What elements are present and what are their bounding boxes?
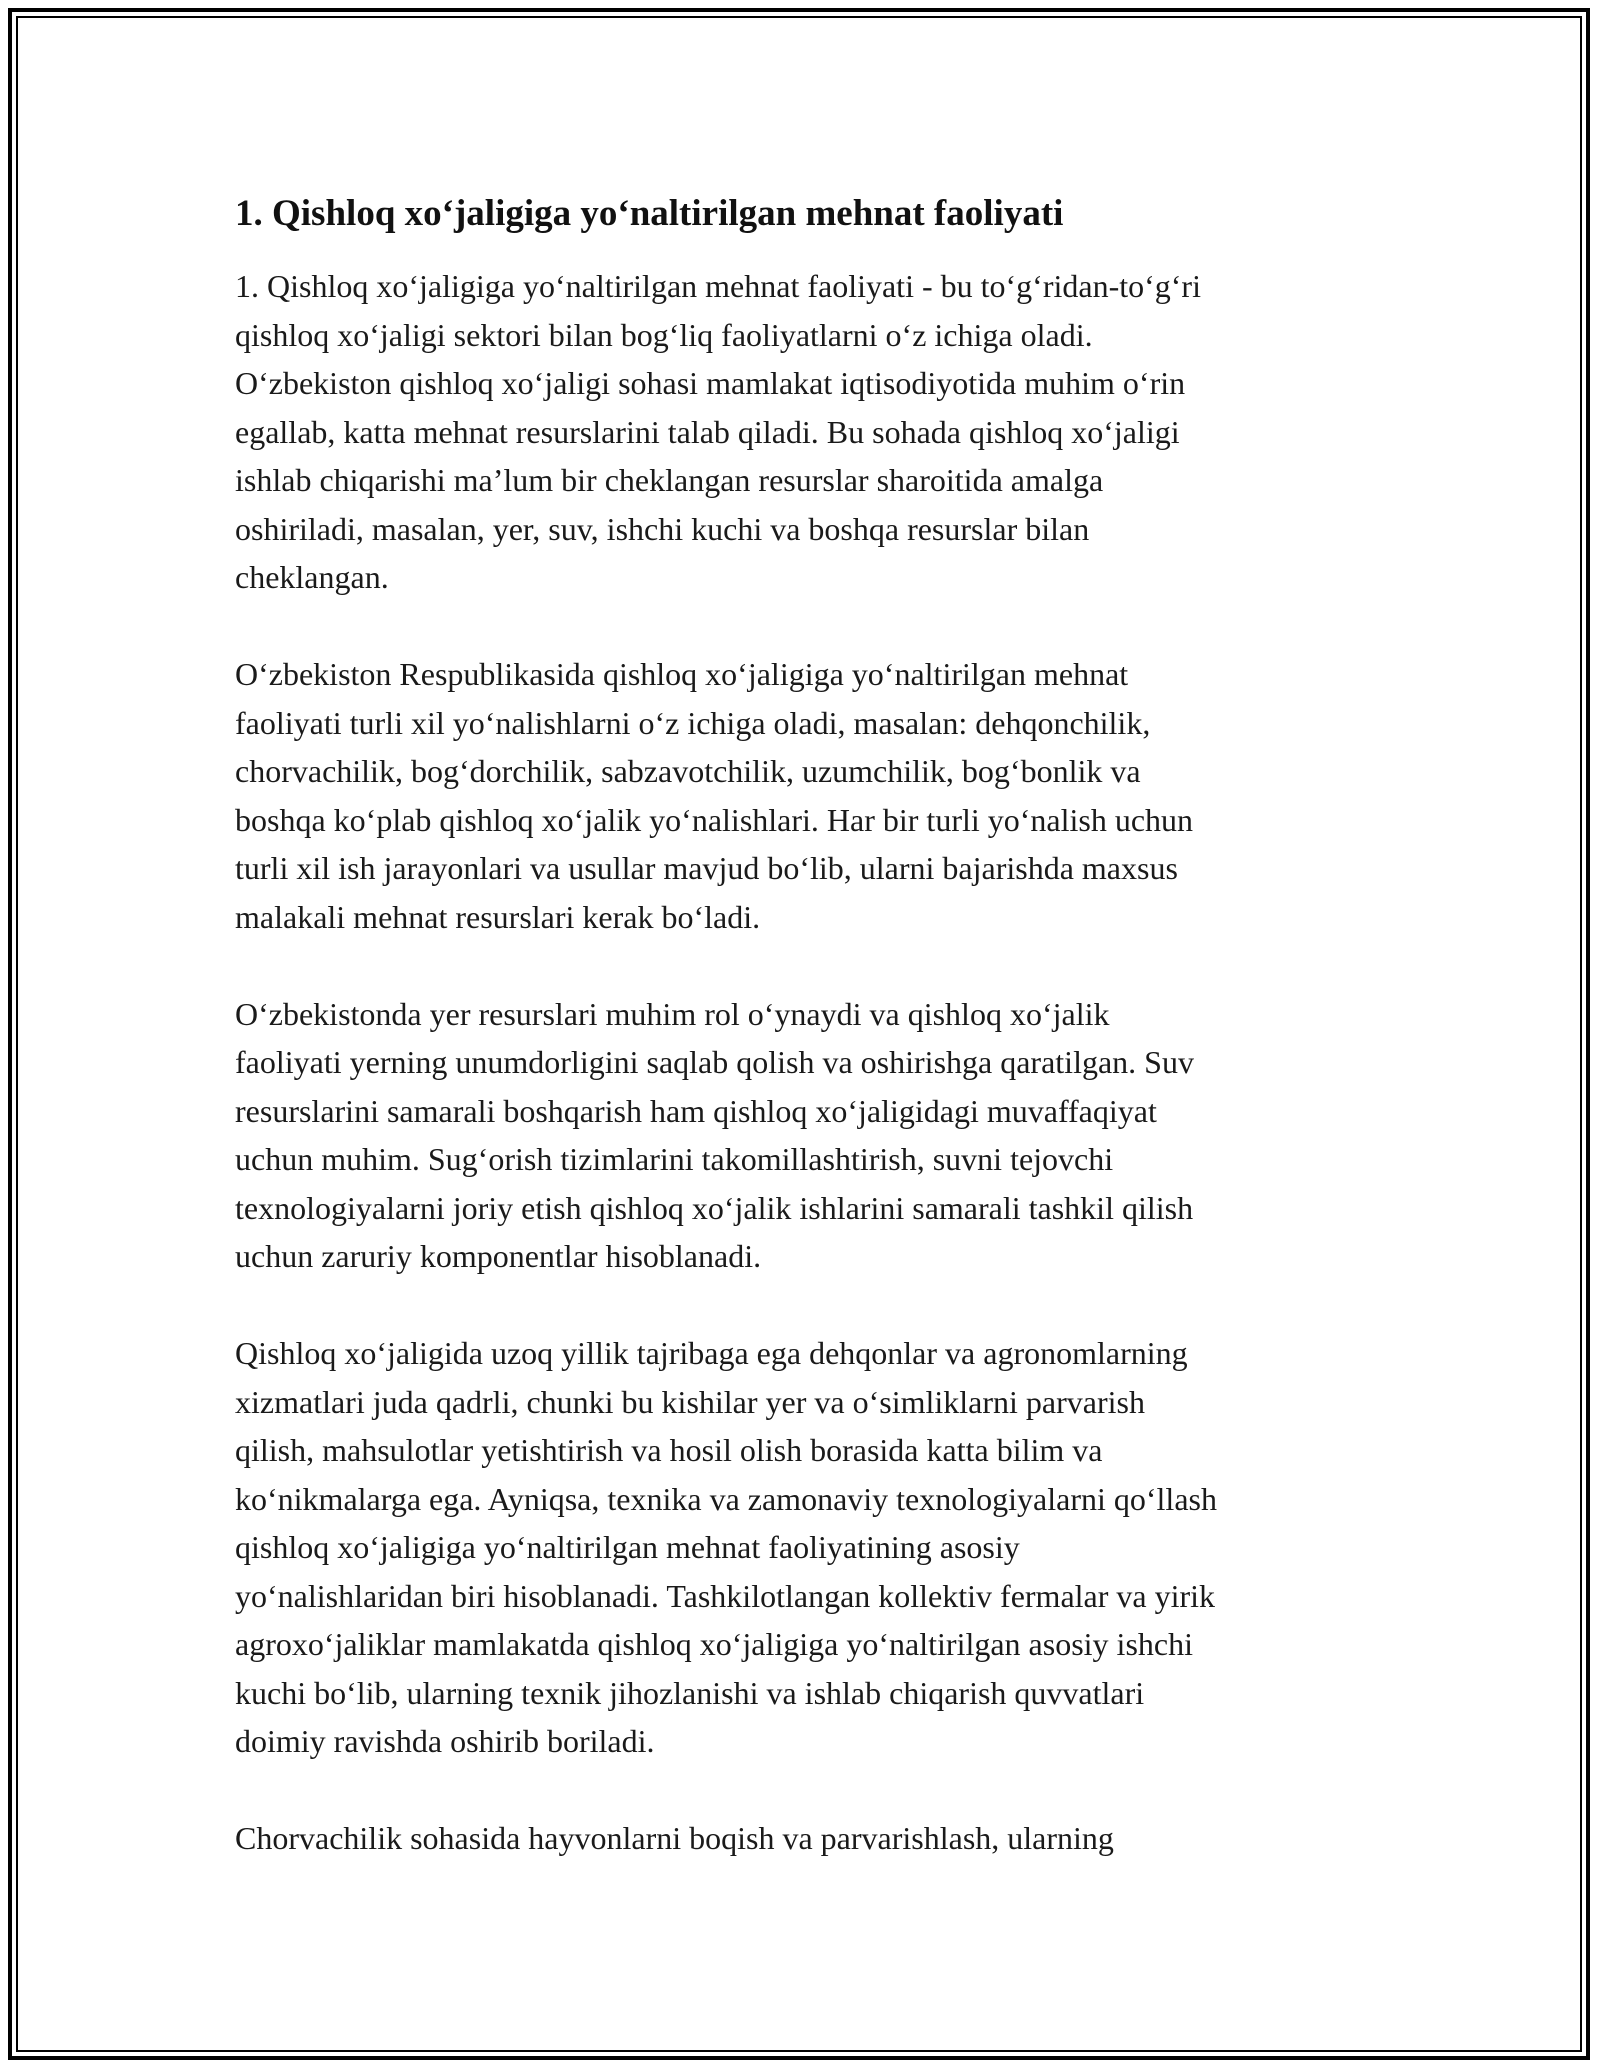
text-line: doimiy ravishda oshirib boriladi. [235,1723,655,1759]
text-line: faoliyati turli xil yo‘nalishlarni o‘z ichiga oladi, masalan: dehqonchilik, [235,704,1151,741]
text-line: uchun zaruriy komponentlar hisoblanadi. [235,1238,762,1274]
text-line: Chorvachilik sohasida hayvonlarni boqish va parvarishlash, ularning [235,1820,1114,1856]
document-body [235,188,1375,1911]
paragraph [235,262,1375,602]
text-line: uchun muhim. Sug‘orish tizimlarini takomillashtirish, suvni tejovchi [235,1141,1114,1177]
paragraphs-container [235,262,1375,1863]
text-line: agroxo‘jaliklar mamlakatda qishloq xo‘jaligiga yo‘naltirilgan asosiy ishchi [235,1626,1193,1662]
text-line: turli xil ish jarayonlari va usullar mavjud bo‘lib, ularni bajarishda maxsus [235,850,1178,886]
paragraph [235,650,1375,941]
text-line: O‘zbekistonda yer resurslari muhim rol o‘ynaydi va qishloq xo‘jalik [235,995,1110,1032]
text-line: cheklangan. [235,559,389,595]
text-line: egallab, katta mehnat resurslarini talab qiladi. Bu sohada qishloq xo‘jaligi [235,413,1180,450]
text-line: texnologiyalarni joriy etish qishloq xo‘jalik ishlarini samarali tashkil qilish [235,1189,1194,1226]
text-line: 1. Qishloq xo‘jaligiga yo‘naltirilgan mehnat faoliyati - bu to‘g‘ridan-to‘g‘ri [235,268,1201,304]
text-line: ishlab chiqarishi ma’lum bir cheklangan resurslar sharoitida amalga [235,462,1104,498]
text-line: qishloq xo‘jaligi sektori bilan bog‘liq faoliyatlarni o‘z ichiga oladi. [235,316,1093,353]
text-line: boshqa ko‘plab qishloq xo‘jalik yo‘nalishlari. Har bir turli yo‘nalish uchun [235,801,1194,838]
text-line: O‘zbekiston qishloq xo‘jaligi sohasi mamlakat iqtisodiyotida muhim o‘rin [235,365,1186,401]
document-title: 1. Qishloq xo‘jaligiga yo‘naltirilgan mehnat faoliyati [235,193,1064,234]
text-line: xizmatlari juda qadrli, chunki bu kishilar yer va o‘simliklarni parvarish [235,1383,1145,1420]
text-line: oshiriladi, masalan, yer, suv, ishchi kuchi va boshqa resurslar bilan [235,510,1090,547]
text-line: kuchi bo‘lib, ularning texnik jihozlanishi va ishlab chiqarish quvvatlari [235,1674,1145,1711]
text-line: chorvachilik, bog‘dorchilik, sabzavotchilik, uzumchilik, bog‘bonlik va [235,753,1141,789]
text-line: qishloq xo‘jaligiga yo‘naltirilgan mehnat faoliyatining asosiy [235,1529,1020,1565]
text-line: ko‘nikmalarga ega. Ayniqsa, texnika va zamonaviy texnologiyalarni qo‘llash [235,1480,1217,1517]
text-line: resurslarini samarali boshqarish ham qishloq xo‘jaligidagi muvaffaqiyat [235,1092,1157,1129]
paragraph [235,1329,1375,1766]
text-line: faoliyati yerning unumdorligini saqlab qolish va oshirishga qaratilgan. Suv [235,1044,1194,1080]
paragraph [235,990,1375,1281]
text-line: yo‘nalishlaridan biri hisoblanadi. Tashkilotlangan kollektiv fermalar va yirik [235,1577,1216,1614]
paragraph [235,1814,1375,1863]
text-line: Qishloq xo‘jaligida uzoq yillik tajribaga ega dehqonlar va agronomlarning [235,1335,1188,1371]
text-line: malakali mehnat resurslari kerak bo‘ladi. [235,898,761,935]
text-line: O‘zbekiston Respublikasida qishloq xo‘jaligiga yo‘naltirilgan mehnat [235,656,1129,692]
text-line: qilish, mahsulotlar yetishtirish va hosil olish borasida katta bilim va [235,1432,1103,1468]
